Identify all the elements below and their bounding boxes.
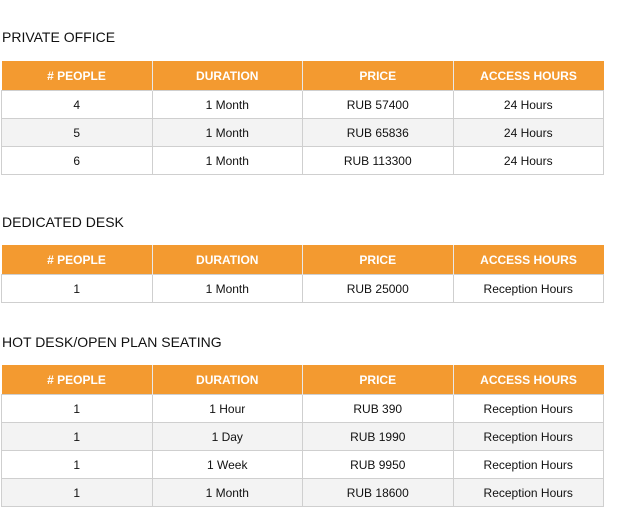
table-row <box>2 395 604 423</box>
private-office-table <box>1 61 604 175</box>
cell-price: RUB 25000 <box>303 275 454 303</box>
column-header-duration: DURATION <box>152 61 303 91</box>
cell-price: RUB 65836 <box>303 119 454 147</box>
cell-duration: 1 Month <box>152 147 303 175</box>
cell-price: RUB 113300 <box>303 147 454 175</box>
cell-price: RUB 390 <box>303 395 454 423</box>
table-row <box>2 91 604 119</box>
column-header-price: PRICE <box>303 365 454 395</box>
column-header-people: # PEOPLE <box>2 245 153 275</box>
section-title-dedicated-desk: DEDICATED DESK <box>2 214 124 230</box>
cell-people: 4 <box>2 91 153 119</box>
cell-duration: 1 Day <box>152 423 303 451</box>
cell-access-hours: Reception Hours <box>453 395 604 423</box>
table-row <box>2 451 604 479</box>
column-header-duration: DURATION <box>152 245 303 275</box>
column-header-access-hours: ACCESS HOURS <box>453 245 604 275</box>
cell-access-hours: Reception Hours <box>453 423 604 451</box>
cell-people: 6 <box>2 147 153 175</box>
column-header-price: PRICE <box>303 245 454 275</box>
table-row <box>2 119 604 147</box>
cell-people: 1 <box>2 479 153 507</box>
table-row <box>2 147 604 175</box>
cell-people: 1 <box>2 395 153 423</box>
cell-duration: 1 Week <box>152 451 303 479</box>
cell-duration: 1 Hour <box>152 395 303 423</box>
cell-access-hours: 24 Hours <box>453 119 604 147</box>
column-header-access-hours: ACCESS HOURS <box>453 365 604 395</box>
dedicated-desk-table <box>1 245 604 303</box>
cell-duration: 1 Month <box>152 479 303 507</box>
cell-price: RUB 57400 <box>303 91 454 119</box>
cell-duration: 1 Month <box>152 119 303 147</box>
column-header-people: # PEOPLE <box>2 61 153 91</box>
cell-access-hours: Reception Hours <box>453 479 604 507</box>
hot-desk-table <box>1 365 604 507</box>
cell-access-hours: 24 Hours <box>453 147 604 175</box>
table-row <box>2 275 604 303</box>
cell-access-hours: Reception Hours <box>453 451 604 479</box>
cell-people: 1 <box>2 275 153 303</box>
cell-price: RUB 9950 <box>303 451 454 479</box>
cell-duration: 1 Month <box>152 275 303 303</box>
column-header-price: PRICE <box>303 61 454 91</box>
table-header-row <box>2 245 604 275</box>
cell-people: 1 <box>2 423 153 451</box>
cell-people: 5 <box>2 119 153 147</box>
column-header-duration: DURATION <box>152 365 303 395</box>
cell-access-hours: Reception Hours <box>453 275 604 303</box>
section-title-private-office: PRIVATE OFFICE <box>2 29 116 45</box>
cell-duration: 1 Month <box>152 91 303 119</box>
section-title-hot-desk: HOT DESK/OPEN PLAN SEATING <box>2 334 222 350</box>
table-header-row <box>2 365 604 395</box>
table-row <box>2 423 604 451</box>
table-header-row <box>2 61 604 91</box>
table-row <box>2 479 604 507</box>
cell-people: 1 <box>2 451 153 479</box>
column-header-access-hours: ACCESS HOURS <box>453 61 604 91</box>
cell-price: RUB 18600 <box>303 479 454 507</box>
cell-price: RUB 1990 <box>303 423 454 451</box>
column-header-people: # PEOPLE <box>2 365 153 395</box>
cell-access-hours: 24 Hours <box>453 91 604 119</box>
